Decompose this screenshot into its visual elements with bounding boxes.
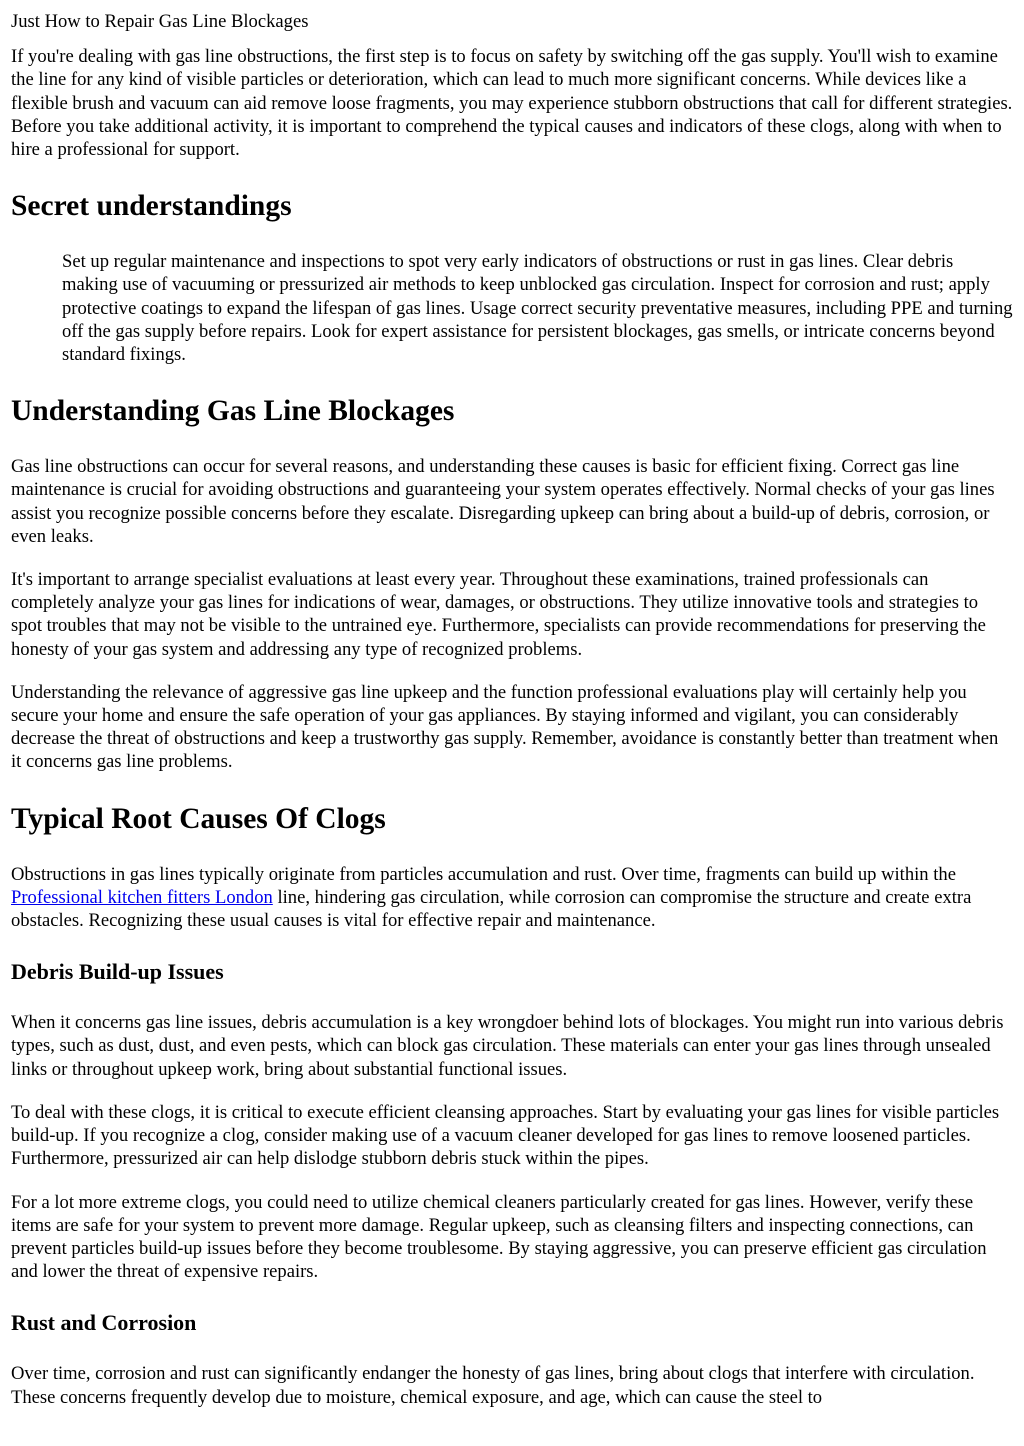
heading-debris-buildup: Debris Build-up Issues [11, 959, 224, 985]
heading-rust-corrosion: Rust and Corrosion [11, 1310, 197, 1336]
text-before-link: Obstructions in gas lines typically originate from particles accumulation and rust. Over time, fragments can build up within the [11, 863, 956, 885]
paragraph: Understanding the relevance of aggressive gas line upkeep and the function professional evaluations play will certainly help you secure your home and ensure the safe operation of your gas appliances. By staying informed and vigilant, you can considerably decrease the threat of obstructions and keep a trustworthy gas supply. Remember, avoidance is constantly better than treatment when it concerns gas line problems. [11, 681, 999, 773]
paragraph: For a lot more extreme clogs, you could need to utilize chemical cleaners particularly created for gas lines. However, verify these items are safe for your system to prevent more damage. Regular upkeep, such as cleansing filters and inspecting connections, can prevent particles build-up issues before they become troublesome. By staying aggressive, you can preserve efficient gas circulation and lower the threat of expensive repairs. [11, 1191, 987, 1283]
kitchen-fitters-link[interactable]: Professional kitchen fitters London [11, 886, 273, 908]
document-title: Just How to Repair Gas Line Blockages [11, 11, 309, 32]
paragraph-with-link [11, 863, 1013, 933]
text-after-link: line, hindering gas circulation, while corrosion can compromise the structure and create extra obstacles. Recognizing these usual causes is vital for effective repair and maintenance. [11, 886, 972, 932]
paragraph: It's important to arrange specialist evaluations at least every year. Throughout these examinations, trained professionals can completely analyze your gas lines for indications of wear, damages, or obstructions. They utilize innovative tools and strategies to spot troubles that may not be visible to the untrained eye. Furthermore, specialists can provide recommendations for preserving the honesty of your gas system and addressing any type of recognized problems. [11, 569, 986, 660]
paragraph: To deal with these clogs, it is critical to execute efficient cleansing approaches. Start by evaluating your gas lines for visible particles build-up. If you recognize a clog, consider making use of a vacuum cleaner developed for gas lines to remove loosened particles. Furthermore, pressurized air can help dislodge stubborn debris stuck within the pipes. [11, 1101, 1000, 1170]
paragraph: Over time, corrosion and rust can significantly endanger the honesty of gas lines, bring about clogs that interfere with circulation. These concerns frequently develop due to moisture, chemical exposure, and age, which can cause the steel to [11, 1363, 975, 1408]
key-insights-quote: Set up regular maintenance and inspections to spot very early indicators of obstructions or rust in gas lines. Clear debris making use of vacuuming or pressurized air methods to keep unblocked gas circulation. Inspect for corrosion and rust; apply protective coatings to expand the lifespan of gas lines. Usage correct security preventative measures, including PPE and turning off the gas supply before repairs. Look for expert assistance for persistent blockages, gas smells, or intricate concerns beyond standard fixings. [62, 251, 1013, 366]
paragraph: Gas line obstructions can occur for several reasons, and understanding these causes is basic for efficient fixing. Correct gas line maintenance is crucial for avoiding obstructions and guaranteeing your system operates effectively. Normal checks of your gas lines assist you recognize possible concerns before they escalate. Disregarding upkeep can bring about a build-up of debris, corrosion, or even leaks. [11, 456, 995, 547]
heading-root-causes: Typical Root Causes Of Clogs [11, 802, 386, 835]
heading-key-insights: Secret understandings [11, 190, 292, 223]
paragraph: When it concerns gas line issues, debris accumulation is a key wrongdoer behind lots of blockages. You might run into various debris types, such as dust, dust, and even pests, which can block gas circulation. These materials can enter your gas lines through unsealed links or throughout upkeep work, bring about substantial functional issues. [11, 1012, 1004, 1080]
intro-paragraph: If you're dealing with gas line obstructions, the first step is to focus on safety by switching off the gas supply. You'll wish to examine the line for any kind of visible particles or deterioration, which can lead to much more significant concerns. While devices like a flexible brush and vacuum can aid remove loose fragments, you may experience stubborn obstructions that call for different strategies. Before you take additional activity, it is important to comprehend the typical causes and indicators of these clogs, along with when to hire a professional for support. [11, 46, 1013, 161]
heading-understanding-blockages: Understanding Gas Line Blockages [11, 395, 455, 428]
